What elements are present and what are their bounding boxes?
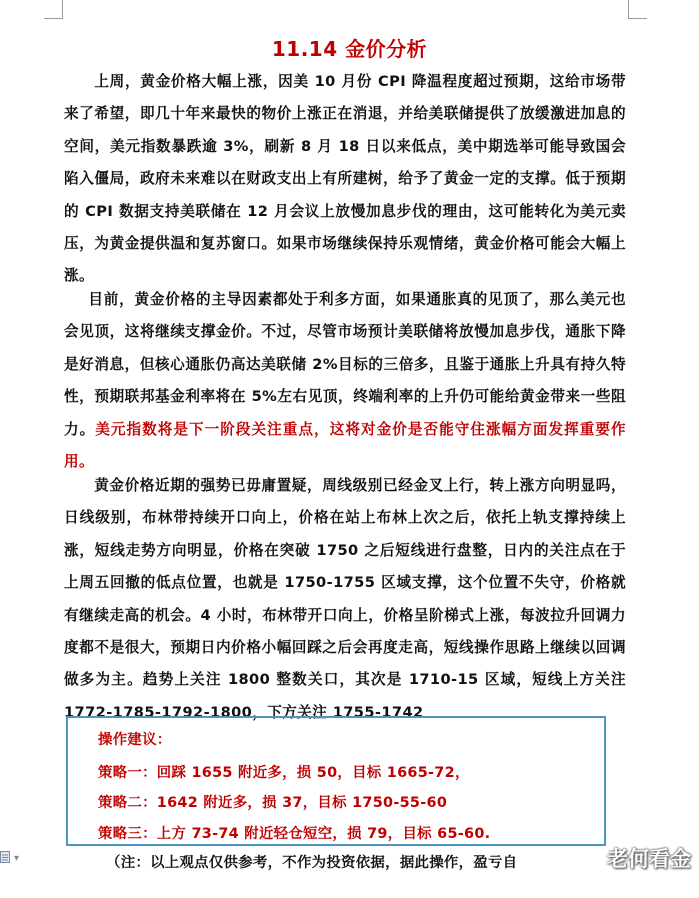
paragraph-2	[64, 284, 626, 478]
disclaimer-note: （注：以上观点仅供参考，不作为投资依据，据此操作，盈亏自	[106, 855, 518, 871]
strategy-3: 策略三：上方 73-74 附近轻仓短空，损 79，目标 65-60.	[98, 826, 491, 842]
weibo-logo-icon	[579, 848, 603, 868]
strategy-heading: 操作建议：	[98, 732, 172, 748]
strategy-box	[66, 716, 606, 846]
watermark-text: 老何看金	[607, 847, 691, 871]
paragraph-3	[64, 470, 626, 729]
paragraph-2-text: 目前，黄金价格的主导因素都处于利多方面，如果通胀真的见顶了，那么美元也会见顶，这将继续支撑金价。不过，尽管市场预计美联储将放慢加息步伐，通胀下降是好消息，但核心通胀仍高达美联储 2%目标的三倍多，且鉴于通胀上升具有持久特性，预期联邦基金利率将在 5%左右见顶，终端利率的上升仍可能给黄金带来一些阻力。	[64, 291, 626, 438]
page-corner-mark-right	[628, 0, 647, 19]
strategy-2: 策略二：1642 附近多，损 37，目标 1750-55-60	[98, 795, 448, 811]
paragraph-3-text: 黄金价格近期的强势已毋庸置疑，周线级别已经金叉上行，转上涨方向明显吗，日线级别，布林带持续开口向上，价格在站上布林上次之后，依托上轨支撑持续上涨，短线走势方向明显，价格在突破 1750 之后短线进行盘整，日内的关注点在于上周五回撤的低点位置，也就是 1750-1755 区域支撑，这个位置不失守，价格就有继续走高的机会。4 小时，布林带开口向上，价格呈阶梯式上涨，每波拉升回调力度都不是很大，预期日内价格小幅回踩之后会再度走高，短线操作思路上继续以回调做多为主。趋势上关注 1800 整数关口，其次是 1710-15 区域，短线上方关注 1772-1785-1792-1800，下方关注 1755-1742	[64, 477, 626, 721]
chevron-down-icon[interactable]: ▾	[14, 853, 20, 864]
watermark	[579, 843, 691, 873]
document-title: 11.14 金价分析	[271, 37, 428, 61]
paragraph-1-text: 上周，黄金价格大幅上涨，因美 10 月份 CPI 降温程度超过预期，这给市场带来了希望，即几十年来最快的物价上涨正在消退，并给美联储提供了放缓激进加息的空间，美元指数暴跌逾 3%，刷新 8 月 18 日以来低点，美中期选举可能导致国会陷入僵局，政府未来难以在财政支出上有所建树，给予了黄金一定的支撑。低于预期的 CPI 数据支持美联储在 12 月会议上放慢加息步伐的理由，这可能转化为美元卖压，为黄金提供温和复苏窗口。如果市场继续保持乐观情绪，黄金价格可能会大幅上涨。	[64, 73, 626, 285]
paragraph-2-highlight: 美元指数将是下一阶段关注重点，这将对金价是否能守住涨幅方面发挥重要作用。	[64, 420, 626, 471]
strategy-1: 策略一：回踩 1655 附近多，损 50，目标 1665-72，	[98, 765, 470, 781]
page-corner-mark-left	[44, 0, 63, 19]
document-icon[interactable]	[0, 851, 10, 863]
paragraph-1	[64, 66, 626, 293]
